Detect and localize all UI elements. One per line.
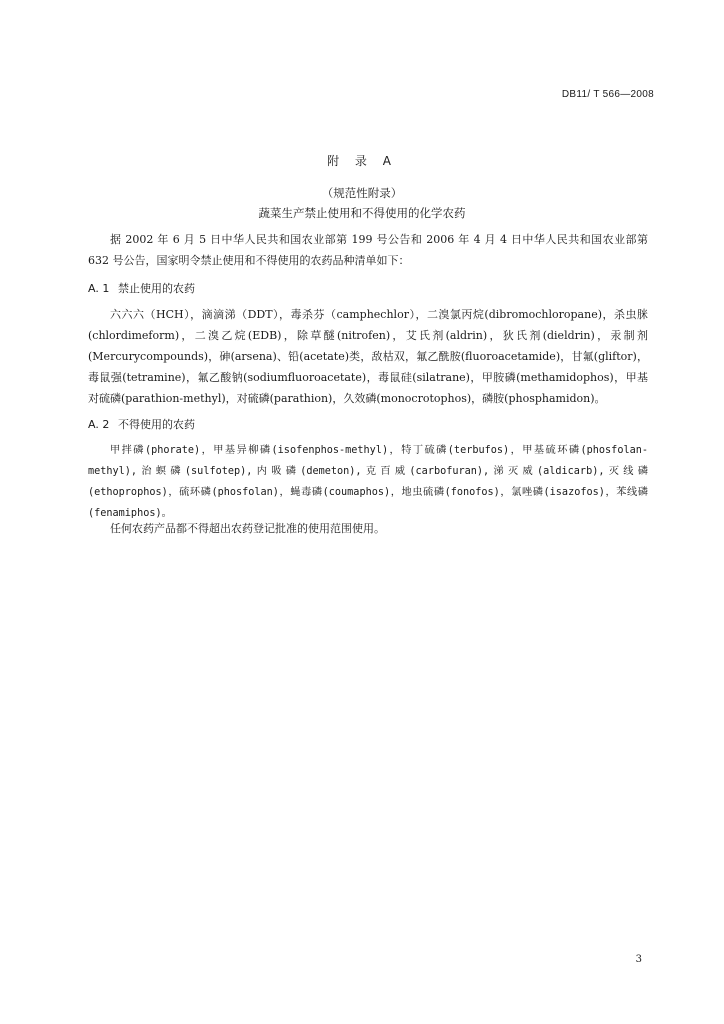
- section-a2-paragraph: 甲拌磷(phorate)，甲基异柳磷(isofenphos-methyl)，特丁硫磷(terbufos)，甲基硫环磷(phosfolan-methyl),治螟磷(sulfotep),内吸磷(demeton),克百威(carbofuran),涕灭威(aldicarb),灭线磷(ethoprophos)，硫环磷(phosfolan)，蝇毒磷(coumaphos)，地虫硫磷(fonofos)，氯唑磷(isazofos)，苯线磷(fenamiphos)。: [88, 445, 648, 519]
- appendix-title: 附 录 A: [327, 154, 397, 168]
- appendix-subtitle: 蔬菜生产禁止使用和不得使用的化学农药: [258, 206, 466, 220]
- section-a2-note: 任何农药产品都不得超出农药登记批准的使用范围使用。: [110, 522, 385, 535]
- standard-code: DB11/ T 566—2008: [561, 89, 654, 100]
- section-a1-title: 禁止使用的农药: [118, 282, 195, 295]
- appendix-type: （规范性附录）: [321, 186, 403, 200]
- intro-paragraph: 据 2002 年 6 月 5 日中华人民共和国农业部第 199 号公告和 2006 年 4 月 4 日中华人民共和国农业部第 632 号公告，国家明令禁止使用和不得使用的农药品种清单如下：: [88, 233, 648, 267]
- section-a2-number: A. 2: [88, 418, 110, 431]
- section-a2-title: 不得使用的农药: [118, 418, 195, 431]
- page-number: 3: [635, 954, 642, 965]
- section-a1-paragraph: 六六六（HCH），滴滴涕（DDT），毒杀芬（camphechlor），二溴氯丙烷(dibromochloropane)，杀虫脒(chlordimeform)，二溴乙烷(EDB)，除草醚(nitrofen)，艾氏剂(aldrin)，狄氏剂(dieldrin)，汞制剂(Mercurycompounds)，砷(arsena)、铅(acetate)类，敌枯双，氟乙酰胺(fluoroacetamide)，甘氟(gliftor)，毒鼠强(tetramine)，氟乙酸钠(sodiumfluoroacetate)，毒鼠硅(silatrane)，甲胺磷(methamidophos)，甲基对硫磷(parathion-methyl)，对硫磷(parathion)，久效磷(monocrotophos)，磷胺(phosphamidon)。: [88, 308, 648, 405]
- section-a2-heading: [88, 416, 195, 432]
- section-a1-number: A. 1: [88, 282, 110, 295]
- section-a1-heading: [88, 280, 195, 296]
